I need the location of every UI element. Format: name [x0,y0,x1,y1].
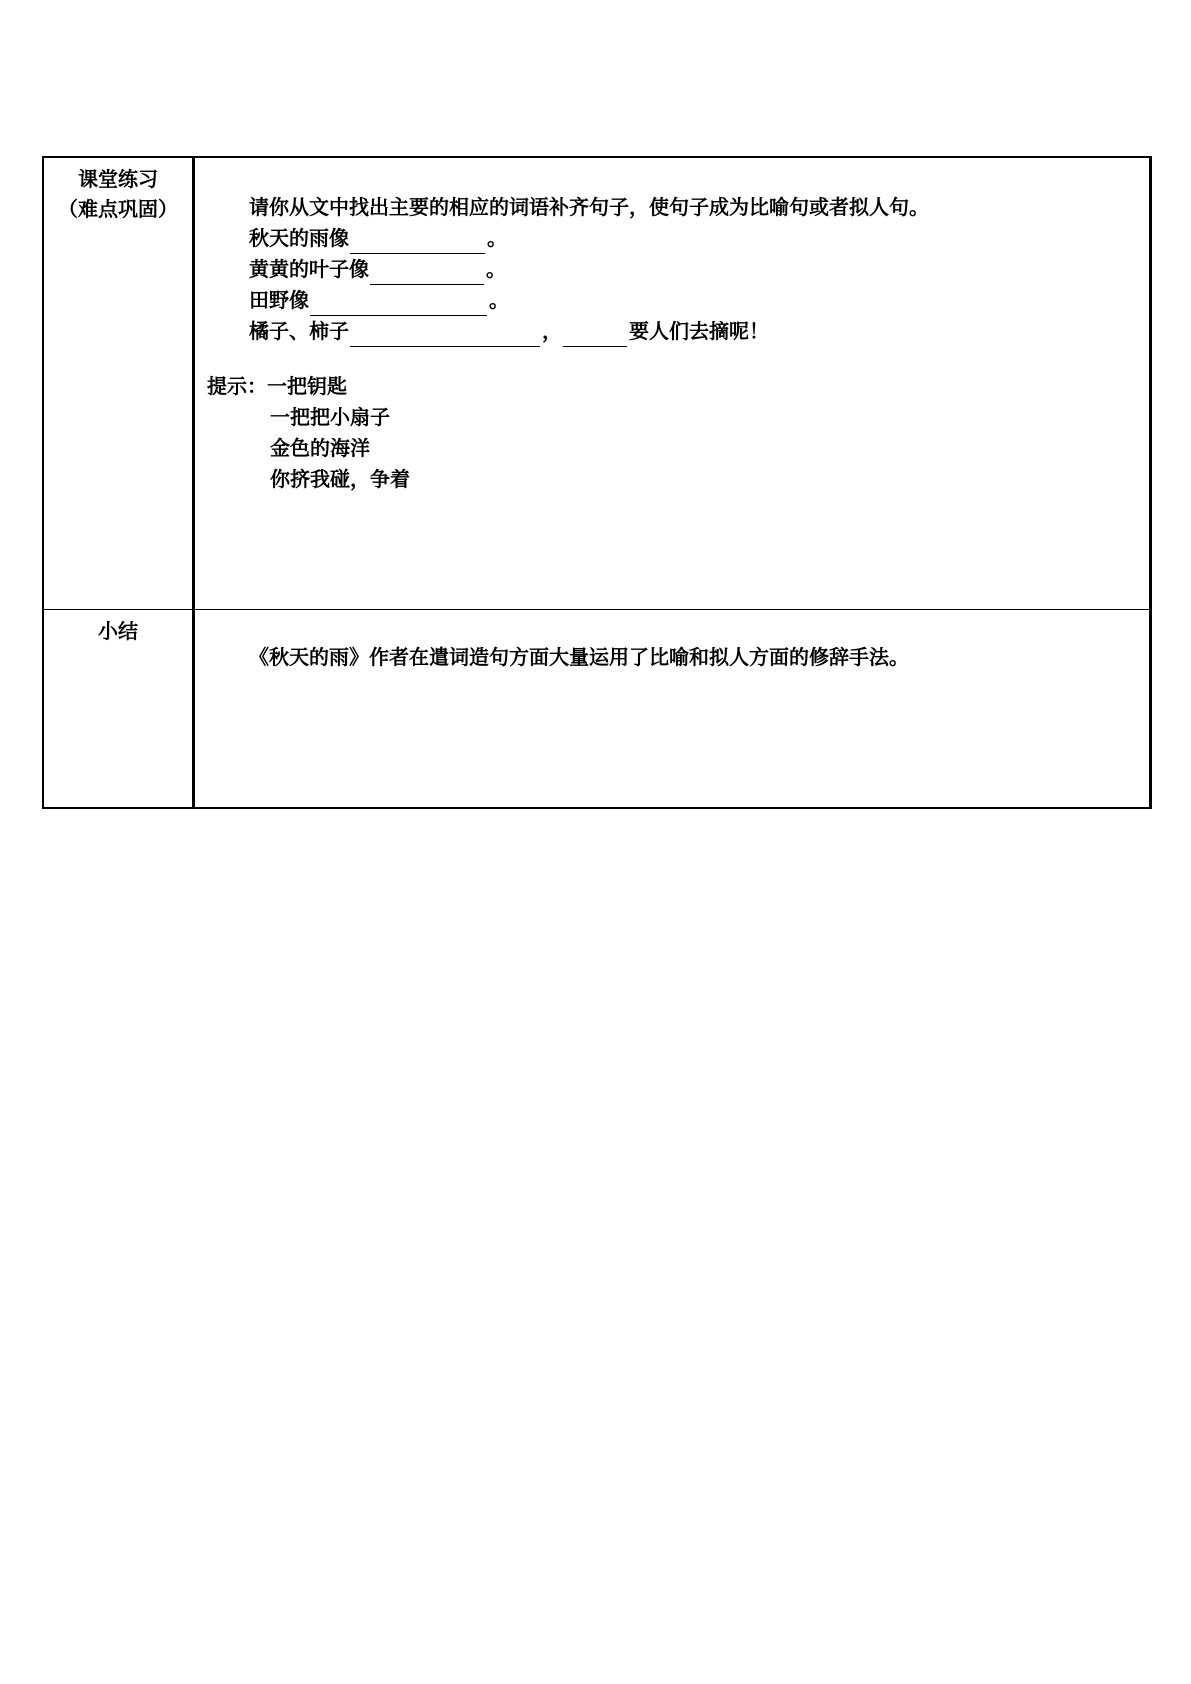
sentence-4-prefix: 橘子、柿子 [249,319,349,343]
sentence-1-blank [350,231,485,254]
hint-item-1: 一把钥匙 [267,374,347,398]
practice-content-cell [194,157,1151,610]
hint-first-line [207,371,1149,402]
summary-content-cell [194,610,1151,809]
sentence-4-suffix: 要人们去摘呢！ [629,319,769,343]
sentence-1-prefix: 秋天的雨像 [249,226,349,250]
sentence-2-prefix: 黄黄的叶子像 [249,257,369,281]
sentence-3 [207,285,1149,316]
sentence-2-suffix: 。 [486,257,506,281]
sentence-4 [207,316,1149,347]
sentence-3-prefix: 田野像 [249,288,309,312]
practice-label-subtitle: （难点巩固） [58,197,178,221]
sentence-3-suffix: 。 [489,288,509,312]
hint-label: 提示： [207,374,267,398]
hint-item-3: 金色的海洋 [270,436,370,460]
sentence-4-blank-2 [563,324,627,347]
practice-label-title: 课堂练习 [78,167,158,191]
hint-item-2: 一把把小扇子 [270,405,390,429]
lesson-table [42,156,1152,809]
summary-label-cell [43,610,194,809]
sentence-1 [207,223,1149,254]
summary-row [43,610,1151,809]
sentence-4-blank-1 [350,324,540,347]
practice-instruction: 请你从文中找出主要的相应的词语补齐句子，使句子成为比喻句或者拟人句。 [249,195,929,219]
summary-text: 《秋天的雨》作者在遣词造句方面大量运用了比喻和拟人方面的修辞手法。 [249,645,909,669]
sentence-4-middle: ， [542,319,562,343]
sentence-1-suffix: 。 [487,226,507,250]
practice-row [43,157,1151,610]
sentence-2-blank [370,262,484,285]
sentence-3-blank [310,293,487,316]
sentence-2 [207,254,1149,285]
summary-label: 小结 [98,619,138,643]
practice-label-cell [43,157,194,610]
hint-item-4: 你挤我碰，争着 [270,467,410,491]
